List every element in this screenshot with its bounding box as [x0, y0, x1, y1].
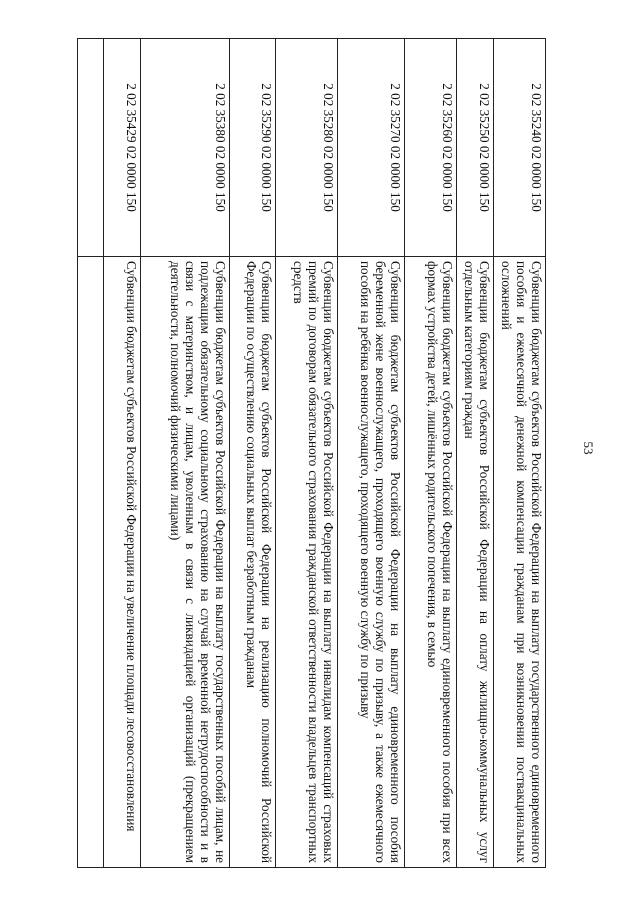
table-row: [230, 39, 276, 868]
row-code: [78, 39, 104, 257]
row-description: Субвенции бюджетам субъектов Российской Федерации на выплату государственного единовременного пособия и ежемесячной денежной компенсации гражданам при возникновении поствакцинальных осложнений: [494, 257, 546, 868]
row-description: [78, 257, 104, 868]
row-code: 2 02 35260 02 0000 150: [405, 39, 457, 257]
row-description: Субвенции бюджетам субъектов Российской Федерации на выплату единовременного пособия беременной жене военнослужащего, проходящего военную службу по призыву, а также ежемесячного пособия на ребёнка военнослужащего, проходящего военную службу по призыву: [338, 257, 405, 868]
table-row: [457, 39, 494, 868]
page-number: 53: [581, 441, 596, 455]
table-row: [494, 39, 546, 868]
row-code: 2 02 35429 02 0000 150: [104, 39, 141, 257]
table-row: [104, 39, 141, 868]
revenue-codes-table: [77, 38, 546, 868]
rotated-table-area: [78, 38, 588, 868]
row-code: 2 02 35280 02 0000 150: [276, 39, 338, 257]
row-code: 2 02 35290 02 0000 150: [230, 39, 276, 257]
row-description: Субвенции бюджетам субъектов Российской Федерации на выплату единовременного пособия при всех формах устройства детей, лишённых родительского попечения, в семью: [405, 257, 457, 868]
table-row: [276, 39, 338, 868]
table-row: [78, 39, 104, 868]
row-description: Субвенции бюджетам субъектов Российской Федерации на оплату жилищно-коммунальных услуг отдельным категориям граждан: [457, 257, 494, 868]
row-code: 2 02 35250 02 0000 150: [457, 39, 494, 257]
row-code: 2 02 35240 02 0000 150: [494, 39, 546, 257]
row-description: Субвенции бюджетам субъектов Российской Федерации на реализацию полномочий Российской Федерации по осуществлению социальных выплат безработным гражданам: [230, 257, 276, 868]
table-row: [405, 39, 457, 868]
row-code: 2 02 35270 02 0000 150: [338, 39, 405, 257]
row-description: Субвенции бюджетам субъектов Российской Федерации на выплату инвалидам компенсаций страховых премий по договорам обязательного страхования гражданской ответственности владельцев транспортных средств: [276, 257, 338, 868]
table-row: [338, 39, 405, 868]
row-code: 2 02 35380 02 0000 150: [141, 39, 230, 257]
row-description: Субвенции бюджетам субъектов Российской Федерации на выплату государственных пособий лицам, не подлежащим обязательному социальному страхованию на случай временной нетрудоспособности и в связи с материнством, и лицам, уволенным в связи с ликвидацией организаций (прекращением деятельности, полномочий физическими лицами): [141, 257, 230, 868]
row-description: Субвенции бюджетам субъектов Российской Федерации на увеличение площади лесовосстановления: [104, 257, 141, 868]
table-row: [141, 39, 230, 868]
